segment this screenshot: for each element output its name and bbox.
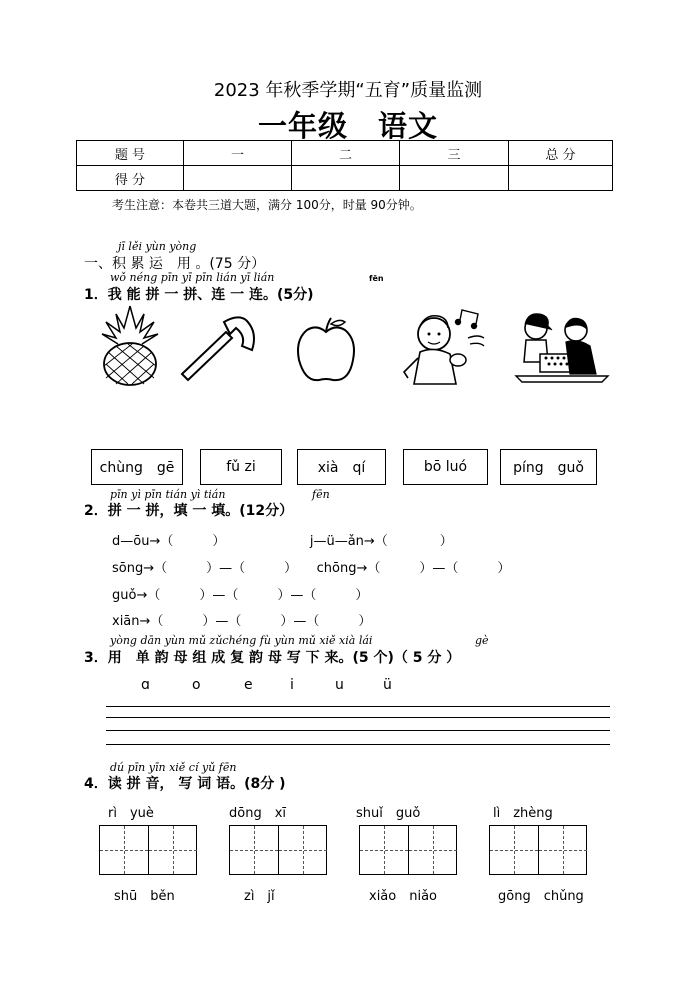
q2-fen-pinyin: fēn	[312, 488, 330, 501]
score-table-cell: 一	[184, 141, 292, 166]
q1-option-box[interactable]: bō luó	[403, 449, 488, 485]
exam-notice: 考生注意：本卷共三道大题，满分 100分，时量 90分钟。	[112, 198, 422, 212]
score-table-header-row	[77, 141, 613, 166]
q4-bottom-label: gōng chǔng	[498, 889, 584, 904]
q2-line[interactable]: xiān→（ ）—（ ）—（ ）	[112, 614, 372, 629]
section1-pinyin: jī lěi yùn yòng	[118, 240, 197, 253]
score-input-cell[interactable]	[292, 166, 400, 191]
q1-heading: 1．我 能 拼 一 拼、连 一 连。(5分)	[84, 287, 314, 303]
q1-option-box[interactable]: chùng gē	[91, 449, 183, 485]
tianzige-grid[interactable]	[489, 825, 587, 875]
q4-top-label: rì yuè	[108, 806, 154, 821]
q1-pinyin: wǒ néng pīn yī pīn lián yī lián	[110, 271, 275, 284]
pineapple-image	[98, 304, 162, 386]
q4-bottom-label: zì jǐ	[244, 889, 275, 904]
subject-title: 一年级 语文	[257, 109, 438, 143]
q3-vowel: ü	[383, 677, 392, 693]
score-input-cell[interactable]	[400, 166, 509, 191]
q1-option-box[interactable]: fǔ zi	[200, 449, 282, 485]
score-table-cell: 题 号	[77, 141, 184, 166]
score-table-cell: 二	[292, 141, 400, 166]
score-input-cell[interactable]	[509, 166, 613, 191]
q2-line[interactable]: sōng→（ ）—（ ） chōng→（ ）—（ ）	[112, 561, 511, 576]
apple-image	[295, 316, 357, 384]
q4-pinyin: dú pīn yīn xiě cí yǔ fēn	[110, 761, 237, 774]
q3-pinyin: yòng dān yùn mǔ zǔchéng fù yùn mǔ xiě xià lái	[110, 634, 373, 647]
writing-line[interactable]	[106, 744, 610, 745]
q4-top-label: lì zhèng	[493, 806, 553, 821]
section1-heading: 一、积 累 运 用 。(75 分）	[84, 256, 266, 272]
q4-top-label: shuǐ guǒ	[356, 806, 421, 821]
q2-line[interactable]: d—ōu→（ ） j—ü—ǎn→（ ）	[112, 534, 453, 549]
writing-line[interactable]	[106, 706, 610, 707]
score-table-cell: 总 分	[509, 141, 613, 166]
q4-bottom-label: shū běn	[114, 889, 175, 904]
q3-heading: 3．用 单 韵 母 组 成 复 韵 母 写 下 来。(5 个)（ 5 分 ）	[84, 650, 461, 666]
axe-image	[176, 312, 260, 382]
q4-bottom-label: xiǎo niǎo	[369, 889, 437, 904]
exam-title: 2023 年秋季学期“五育”质量监测	[213, 80, 483, 101]
q2-pinyin: pīn yì pīn tián yì tián	[110, 488, 226, 501]
writing-line[interactable]	[106, 717, 610, 718]
score-table-cell: 得 分	[77, 166, 184, 191]
tianzige-grid[interactable]	[359, 825, 457, 875]
q4-top-label: dōng xī	[229, 806, 287, 821]
kids-chess-image	[512, 306, 612, 386]
q1-option-box[interactable]: xià qí	[297, 449, 386, 485]
q3-vowel: u	[335, 677, 344, 693]
q4-heading: 4．读 拼 音， 写 词 语。(8分 )	[84, 776, 286, 792]
q3-vowel: ɑ	[141, 677, 150, 693]
q1-option-box[interactable]: píng guǒ	[500, 449, 597, 485]
score-table-cell: 三	[400, 141, 509, 166]
score-table	[76, 140, 613, 191]
q3-vowel: e	[244, 677, 253, 693]
q2-line[interactable]: guǒ→（ ）—（ ）—（ ）	[112, 588, 369, 603]
q2-heading: 2．拼 一 拼，填 一 填。(12分）	[84, 503, 294, 519]
tianzige-grid[interactable]	[99, 825, 197, 875]
q3-vowel: o	[192, 677, 201, 693]
q1-fen-pinyin: fēn	[369, 274, 384, 283]
tianzige-grid[interactable]	[229, 825, 327, 875]
score-table-score-row	[77, 166, 613, 191]
score-input-cell[interactable]	[184, 166, 292, 191]
q3-vowel: i	[290, 677, 294, 693]
q3-ge-pinyin: gè	[475, 634, 489, 647]
boy-drum-image	[398, 308, 488, 386]
writing-line[interactable]	[106, 730, 610, 731]
